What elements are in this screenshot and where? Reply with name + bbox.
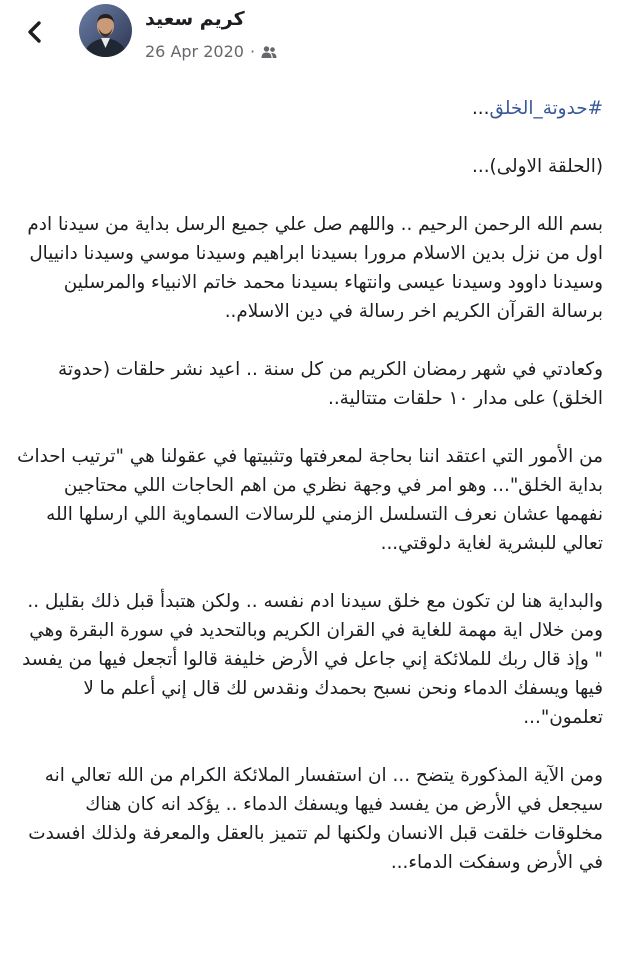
post-paragraph: (الحلقة الاولى)... — [472, 156, 603, 177]
post-paragraph: من الأمور التي اعتقد اننا بحاجة لمعرفتها وتثبيتها في عقولنا هي "ترتيب احداث بداية الخلق"... وهو امر في وجهة نظري من اهم الحاجات اللي محتاجين نفهمها عشان نعرف التسلسل الزمني للرسالات السماوية اللي ارسلها الله تعالي للبشرية لغاية دلوقتي... — [17, 446, 603, 554]
post-header — [0, 0, 620, 80]
author-name[interactable]: كريم سعيد — [145, 8, 245, 30]
post-paragraph: والبداية هنا لن تكون مع خلق سيدنا ادم نفسه .. ولكن هتبدأ قبل ذلك بقليل .. ومن خلال اية مهمة للغاية في القران الكريم وبالتحديد في سورة البقرة وهي " وإذ قال ربك للملائكة إني جاعل في الأرض خليفة قالوا أتجعل فيها من يفسد فيها ويسفك الدماء ونحن نسبح بحمدك ونقدس لك قال إني أعلم ما لا تعلمون"... — [22, 591, 603, 728]
hashtag-suffix: ... — [471, 98, 490, 119]
post-date[interactable]: 26 Apr 2020 — [145, 42, 244, 61]
hashtag-line — [17, 94, 603, 123]
back-button[interactable] — [20, 17, 50, 47]
post-body — [17, 94, 603, 906]
friends-icon — [261, 45, 277, 59]
post-paragraph: وكعادتي في شهر رمضان الكريم من كل سنة .. اعيد نشر حلقات (حدوتة الخلق) على مدار ١٠ حلقات متتالية.. — [58, 359, 603, 409]
post-meta — [145, 42, 277, 61]
hashtag-link[interactable]: #حدوتة_الخلق — [489, 98, 603, 119]
separator-dot: · — [249, 42, 256, 61]
post-paragraph: ومن الآية المذكورة يتضح ... ان استفسار الملائكة الكرام من الله تعالي انه سيجعل في الأرض من يفسد فيها ويسفك الدماء .. يؤكد انه كان هناك مخلوقات خلقت قبل الانسان ولكنها لم تتميز بالعقل والمعرفة ولذلك افسدت في الأرض وسفكت الدماء... — [28, 765, 603, 873]
avatar[interactable] — [79, 4, 132, 57]
post-paragraph: بسم الله الرحمن الرحيم .. واللهم صل علي جميع الرسل بداية من سيدنا ادم اول من نزل بدين الاسلام مرورا بسيدنا ابراهيم وسيدنا موسي وسيدنا دانييال وسيدنا داوود وسيدنا عيسى وانتهاء بسيدنا محمد خاتم الانبياء والمرسلين برسالة القرآن الكريم اخر رسالة في دين الاسلام.. — [27, 214, 603, 322]
chevron-left-icon — [24, 19, 46, 45]
avatar-image — [79, 4, 132, 57]
